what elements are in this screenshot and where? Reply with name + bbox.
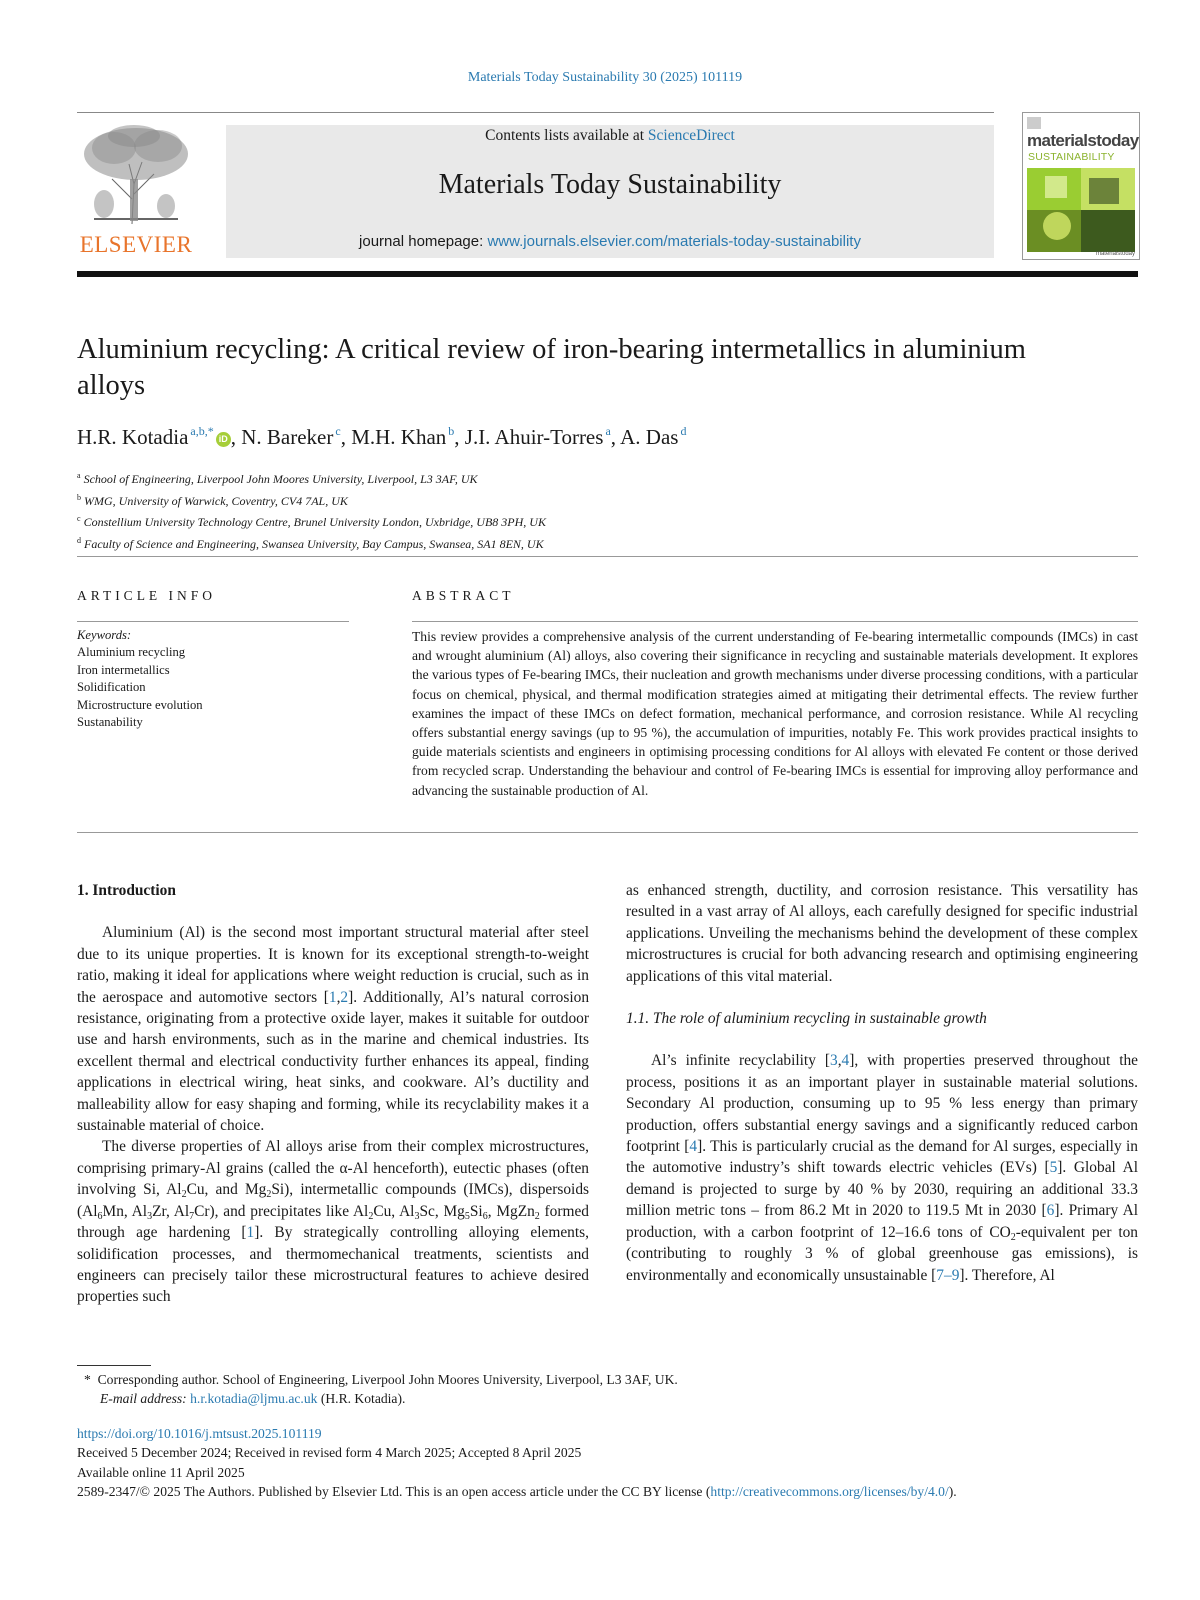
email-label: E-mail address: (100, 1391, 187, 1407)
text-run: ]. Global Al demand is projected to surge by 40 % by 2030, requiring an additional 33.3 million metric tons – from 86.2 Mt in 2020 to 119.5 Mt in 2030 [ (626, 1159, 1138, 1220)
cover-artwork (1027, 168, 1135, 252)
corresponding-text: Corresponding author. School of Engineering, Liverpool John Moores University, Liverpool, L3 3AF, UK. (97, 1372, 678, 1387)
paragraph (626, 1050, 1138, 1285)
author-name[interactable]: H.R. Kotadia (77, 425, 189, 449)
subscript: 2 (368, 1210, 374, 1222)
text-run: ], with properties preserved throughout the process, positions it as an important player in sustainable material solutions. Secondary Al production, consuming up to 95 % less energy than primary production, offers substantial energy savings and a significantly reduced carbon footprint [ (626, 1052, 1138, 1156)
subscript: 2 (534, 1210, 540, 1222)
affiliation-text: School of Engineering, Liverpool John Moores University, Liverpool, L3 3AF, UK (83, 472, 478, 486)
text-run: formed through age hardening [ (77, 1202, 590, 1242)
corresponding-line (84, 1370, 678, 1389)
keyword[interactable]: Solidification (77, 680, 146, 695)
journal-title: Materials Today Sustainability (438, 169, 782, 200)
keywords-block (77, 627, 203, 731)
text-run: ]. Therefore, Al (959, 1266, 1055, 1284)
article-info-label: ARTICLE INFO (77, 588, 217, 603)
corresponding-footnote (84, 1370, 678, 1409)
reference-link[interactable]: 1 (246, 1224, 255, 1242)
license-prefix: 2589-2347/© 2025 The Authors. Published by Elsevier Ltd. This is an open access article under the CC BY license ( (77, 1484, 711, 1500)
subscript: 2 (1010, 1231, 1016, 1243)
author-name[interactable]: N. Bareker (241, 425, 334, 449)
reference-link[interactable]: 5 (1049, 1159, 1058, 1177)
license-line (77, 1482, 957, 1501)
affiliation-line (77, 489, 546, 511)
text-run: , (837, 1052, 842, 1070)
paragraph (77, 1136, 589, 1307)
subsection-heading: 1.1. The role of aluminium recycling in sustainable growth (626, 1010, 987, 1028)
author-name[interactable]: J.I. Ahuir-Torres (464, 425, 604, 449)
article-title: Aluminium recycling: A critical review of iron-bearing intermetallics in aluminium alloys (77, 334, 1026, 401)
abstract-label: ABSTRACT (412, 588, 515, 603)
journal-homepage-link[interactable]: www.journals.elsevier.com/materials-today-sustainability (487, 233, 861, 250)
online-date: Available online 11 April 2025 (77, 1464, 245, 1480)
text-run: Si (469, 1202, 483, 1220)
paragraph (626, 880, 1138, 987)
text-run: -equivalent per ton (contributing to roughly 3 % of global greenhouse gas emissions), is environmentally and economically unsustainable [ (626, 1223, 1139, 1284)
affiliations (77, 467, 546, 553)
text-run: Cu, Al (373, 1202, 415, 1220)
email-suffix: (H.R. Kotadia). (317, 1391, 406, 1407)
journal-cover-image[interactable] (1022, 112, 1140, 260)
section-rule (77, 556, 1138, 557)
sciencedirect-link[interactable]: ScienceDirect (647, 127, 735, 144)
homepage-line (226, 233, 994, 250)
affiliation-line (77, 510, 546, 532)
elsevier-wordmark: ELSEVIER (79, 232, 193, 257)
section-heading: 1. Introduction (77, 882, 176, 899)
author-affiliation-marker[interactable]: a (605, 424, 611, 438)
abstract-text: This review provides a comprehensive analysis of the current understanding of Fe-bearing intermetallic compounds (IMCs) in cast and wrought aluminium (Al) alloys, also covering their significance in recycling and sustainable materials development. It explores the various types of Fe-bearing IMCs, their nucleation and growth mechanisms under diverse processing conditions, with a particular focus on chemical, physical, and thermal modification strategies aimed at mitigating their detrimental effects. The review further examines the impact of these IMCs on defect formation, mechanical performance, and corrosion resistance. While Al recycling offers substantial energy savings (up to 95 %), the accumulation of impurities, notably Fe. This work provides practical insights to guide materials scientists and engineers in optimising processing conditions for Al alloys with elevated Fe content or those derived from recycled scrap. Understanding the behaviour and control of Fe-bearing IMCs is essential for improving alloy performance and advancing the sustainable production of Al. (412, 629, 1138, 798)
affiliation-text: Faculty of Science and Engineering, Swansea University, Bay Campus, Swansea, SA1 8EN, UK (84, 536, 544, 551)
homepage-prefix: journal homepage: (359, 233, 488, 250)
author-separator: , (610, 425, 621, 449)
subscript: 6 (97, 1210, 103, 1222)
reference-link[interactable]: 1 (328, 988, 337, 1006)
author-affiliation-marker[interactable]: b (448, 424, 455, 438)
text-run: ]. By strategically controlling alloying elements, solidification processes, and thermomechanical treatments, scientists and engineers can precisely tailor these microstructural features to achieve desired properties such (77, 1224, 589, 1306)
affiliation-marker: d (77, 535, 81, 545)
header-thick-rule (77, 271, 1138, 277)
text-run: Cu, and Mg (186, 1181, 267, 1199)
text-run: Zr, Al (152, 1202, 190, 1220)
affiliation-marker: a (77, 471, 81, 480)
body-column-right (626, 880, 1138, 1286)
text-run: Cr), and precipitates like Al (194, 1202, 369, 1220)
reference-link[interactable]: 3 (829, 1052, 838, 1070)
text-run: Si), intermetallic compounds (IMCs), dispersoids (Al (77, 1181, 590, 1220)
keyword[interactable]: Aluminium recycling (77, 645, 186, 660)
author-affiliation-marker[interactable]: d (680, 424, 687, 438)
keyword[interactable]: Sustanability (77, 715, 143, 730)
cover-corner-mark (1027, 117, 1041, 129)
section-rule (77, 832, 1138, 833)
affiliation-text: Constellium University Technology Centre, Brunel University London, Uxbridge, UB8 3PH, UK (83, 515, 546, 530)
email-line (84, 1389, 678, 1408)
text-run: ]. This is particularly crucial as the demand for Al surges, especially in the automotive industry’s shift towards electric vehicles (EVs) [ (626, 1138, 1138, 1177)
header-rule (77, 112, 994, 113)
affiliation-marker: c (77, 514, 81, 524)
text-run: Al’s infinite recyclability [ (651, 1052, 830, 1070)
footnote-rule (77, 1365, 151, 1366)
keywords-heading: Keywords: (77, 628, 132, 642)
orcid-icon[interactable]: iD (216, 432, 231, 447)
tree-illustration (74, 124, 198, 228)
affiliation-line (77, 532, 546, 554)
license-suffix: ). (948, 1484, 957, 1500)
subscript: 3 (147, 1210, 153, 1222)
author-affiliation-marker[interactable]: a,b,* (190, 424, 214, 438)
received-dates: Received 5 December 2024; Received in revised form 4 March 2025; Accepted 8 April 2025 (77, 1445, 582, 1461)
text-run: Sc, Mg (419, 1202, 465, 1220)
affiliation-line (77, 467, 546, 489)
keyword[interactable]: Microstructure evolution (77, 697, 203, 712)
footnote-star: * (84, 1372, 91, 1387)
author-separator: , (454, 425, 465, 449)
text-run: , (336, 988, 341, 1006)
keyword[interactable]: Iron intermetallics (77, 662, 170, 677)
subscript: 2 (266, 1189, 272, 1201)
body-column-left (77, 880, 589, 1308)
contents-prefix: Contents lists available at (485, 127, 648, 144)
subscript: 3 (414, 1210, 420, 1222)
text-run: The diverse properties of Al alloys arise from their complex microstructures, comprising primary-Al grains (called the α-Al henceforth), eutectic phases (often involving Si, Al (77, 1138, 589, 1199)
doi-link[interactable]: https://doi.org/10.1016/j.mtsust.2025.101119 (77, 1426, 322, 1441)
license-link[interactable]: http://creativecommons.org/licenses/by/4.0/ (710, 1484, 949, 1500)
publication-info (77, 1424, 957, 1502)
text-run: Aluminium (Al) is the second most important structural material after steel due to its unique properties. It is known for its exceptional strength-to-weight ratio, making it ideal for applications where weight reduction is crucial, such as in the aerospace and automotive sectors [ (77, 924, 589, 1006)
reference-link[interactable]: 7–9 (936, 1266, 960, 1284)
keyword-list (77, 644, 203, 731)
text-run: , MgZn (487, 1202, 535, 1220)
elsevier-tree-logo (74, 124, 198, 258)
contents-line (226, 127, 994, 145)
journal-header-box (226, 125, 994, 258)
reference-link[interactable]: 2 (340, 988, 349, 1006)
abstract-rule (412, 621, 1138, 622)
text-run: as enhanced strength, ductility, and corrosion resistance. This versatility has resulted in a vast array of Al alloys, each carefully designed for specific industrial applications. Unveiling the mechanisms behind the development of these complex microstructures is crucial for both advancing research and optimising engineering applications of this vital material. (626, 882, 1138, 985)
text-run: ]. Primary Al production, with a carbon footprint of 12–16.6 tons of CO (626, 1202, 1138, 1241)
author-affiliation-marker[interactable]: c (335, 424, 341, 438)
subscript: 7 (189, 1210, 195, 1222)
paragraph (77, 922, 589, 1136)
author-separator: , (340, 425, 352, 449)
author-list (77, 424, 686, 450)
subscript: 2 (181, 1189, 187, 1201)
cover-footer: materialstoday (1095, 251, 1135, 257)
text-run: ]. Additionally, Al’s natural corrosion resistance, originating from a protective oxide layer, makes it suitable for outdoor use and harsh environments, such as in the marine and chemical industries. Its excellent thermal and electrical conductivity further enhances its appeal, finding applications in electrical wiring, heat sinks, and cookware. Al’s ductility and malleability allow for easy shaping and forming, while its recyclability makes it a sustainable material of choice. (77, 988, 590, 1135)
reference-link[interactable]: 4 (841, 1052, 850, 1070)
email-link[interactable]: h.r.kotadia@ljmu.ac.uk (190, 1391, 318, 1407)
author-separator: , (230, 425, 242, 449)
subscript: 5 (464, 1210, 470, 1222)
author-name[interactable]: A. Das (620, 425, 679, 449)
cover-subtitle: SUSTAINABILITY (1028, 151, 1115, 163)
text-run: Mn, Al (102, 1202, 148, 1220)
reference-link[interactable]: 4 (689, 1138, 698, 1156)
journal-citation[interactable]: Materials Today Sustainability 30 (2025) 101119 (467, 70, 743, 85)
subscript: 6 (482, 1210, 488, 1222)
info-rule (77, 621, 349, 622)
cover-brand: materialstoday (1027, 131, 1139, 150)
affiliation-marker: b (77, 492, 81, 502)
author-name[interactable]: M.H. Khan (351, 425, 447, 449)
reference-link[interactable]: 6 (1046, 1202, 1055, 1220)
affiliation-text: WMG, University of Warwick, Coventry, CV4 7AL, UK (84, 493, 348, 508)
